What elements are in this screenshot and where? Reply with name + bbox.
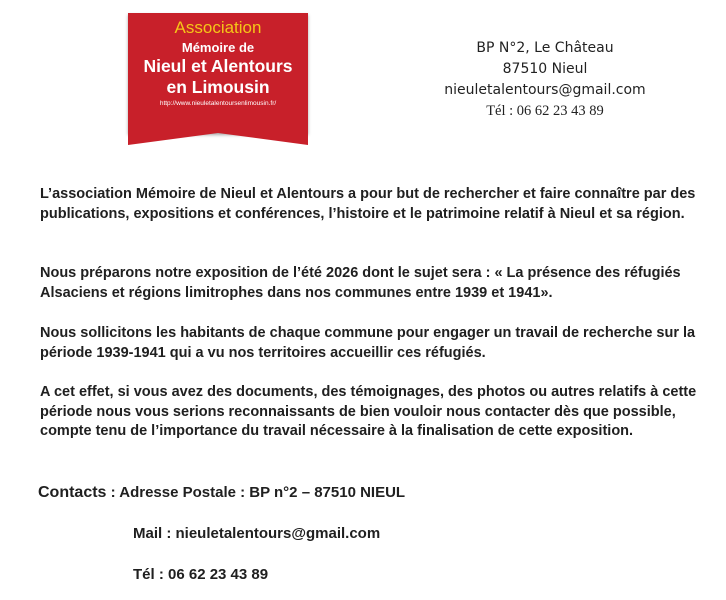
paragraph-request: Nous sollicitons les habitants de chaque commune pour engager un travail de recherche sur la période 1939-1941 qui a vu nos territoires accueillir ces réfugiés. (40, 325, 696, 361)
address-line-2: 87510 Nieul (502, 61, 588, 77)
contacts-postal-line (38, 484, 405, 502)
logo-url[interactable]: http://www.nieuletalentoursenlimousin.fr/ (159, 100, 277, 107)
contacts-label: Contacts (38, 484, 107, 501)
paragraph-exhibition: Nous préparons notre exposition de l’été 2026 dont le sujet sera : « La présence des réfugiés Alsaciens et régions limitrophes dans nos communes entre 1939 et 1941». (40, 265, 681, 301)
contacts-phone: Tél : 06 62 23 43 89 (133, 566, 269, 583)
logo-memoire-text: Mémoire de (181, 40, 255, 55)
postal-address-block (425, 38, 665, 122)
address-line-1: BP N°2, Le Château (476, 40, 614, 56)
paragraph-purpose: L’association Mémoire de Nieul et Alentours a pour but de rechercher et faire connaître par des publications, expositions et conférences, l’histoire et le patrimoine relatif à Nieul et sa région. (40, 186, 696, 222)
logo-association-text: Association (174, 18, 262, 37)
logo-ribbon-notch (128, 133, 308, 145)
association-logo (128, 13, 308, 133)
contacts-postal-address: : Adresse Postale : BP n°2 – 87510 NIEUL (110, 484, 406, 501)
address-email[interactable]: nieuletalentours@gmail.com (444, 82, 646, 98)
address-phone: Tél : 06 62 23 43 89 (486, 103, 604, 119)
paragraph-contact-request: A cet effet, si vous avez des documents, des témoignages, des photos ou autres relatifs à cette période nous vous serions reconnaissants de bien vouloir nous contacter dès que possible, compte tenu de l’importance du travail nécessaire à la finalisation de cette exposition. (40, 384, 697, 439)
logo-limousin-text: en Limousin (166, 77, 270, 97)
logo-nieul-text: Nieul et Alentours (143, 56, 293, 76)
contacts-mail[interactable]: Mail : nieuletalentours@gmail.com (133, 525, 381, 542)
